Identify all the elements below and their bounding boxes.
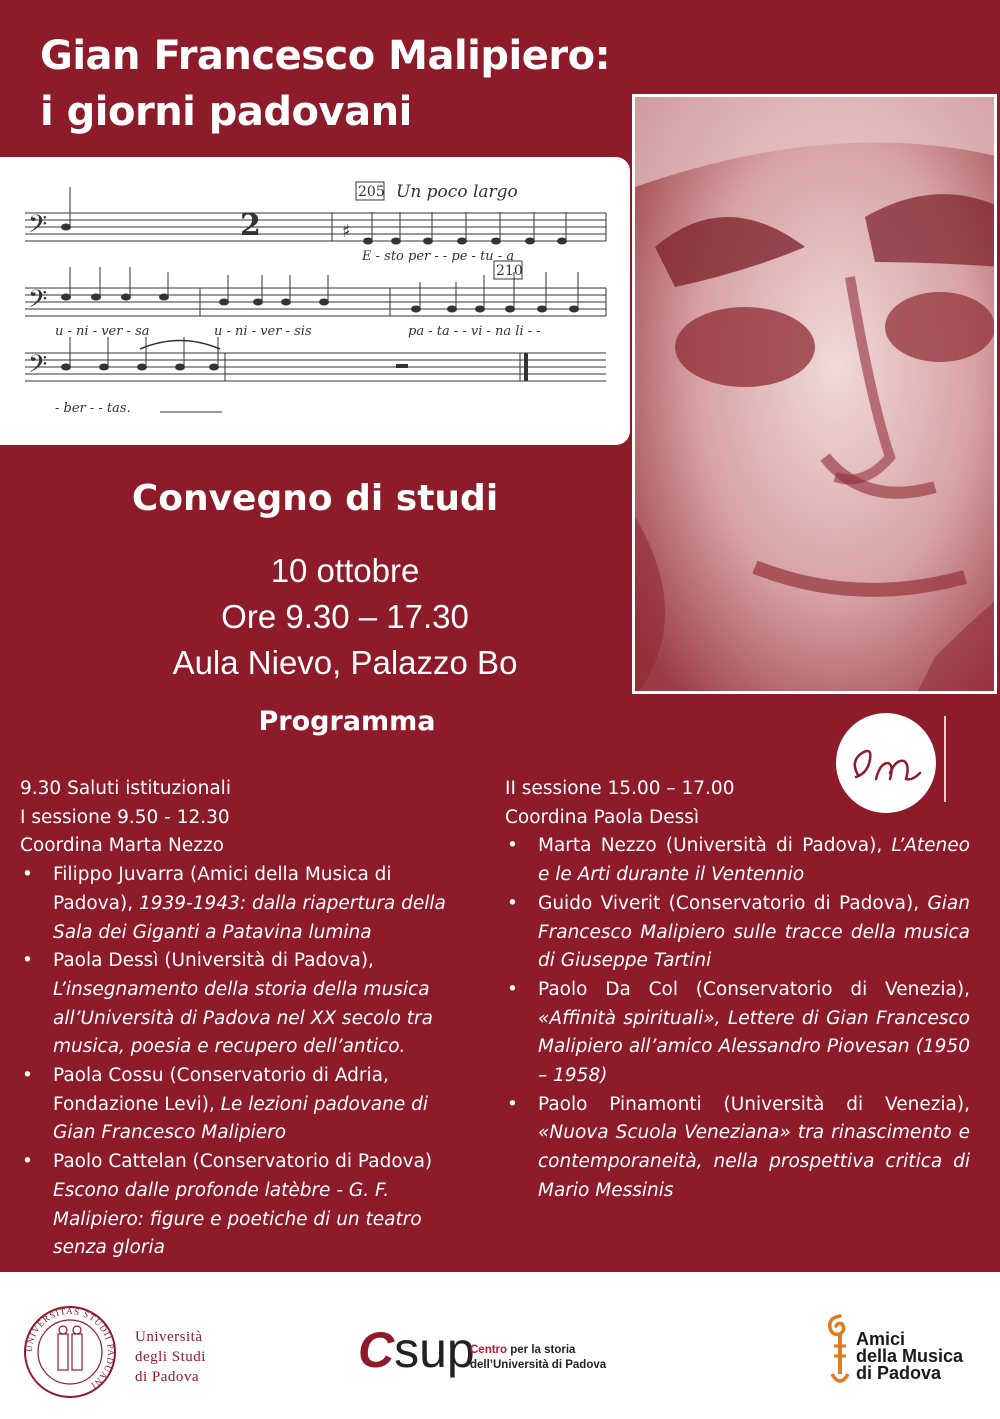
music-score-staves	[0, 157, 630, 445]
list-item	[20, 861, 470, 947]
university-seal-icon	[22, 1304, 118, 1400]
svg-text:♯: ♯	[342, 221, 351, 242]
unipd-line-2: degli Studi	[135, 1349, 206, 1365]
csup-logo-c: C	[358, 1322, 395, 1378]
talk-speaker: Paola Cossu (Conservatorio di Adria, Fondazione Levi),	[53, 1065, 389, 1115]
music-score	[0, 157, 630, 445]
talk-title: Gian Francesco Malipiero sulle tracce della musica di Giuseppe Tartini	[538, 892, 970, 972]
svg-text:2: 2	[240, 208, 261, 243]
unipd-logo-text	[135, 1327, 206, 1387]
svg-text:𝄢: 𝄢	[28, 285, 48, 320]
talk-speaker: Paola Dessì (Università di Padova),	[53, 950, 374, 972]
session-2-chair: Coordina Paola Dessì	[505, 806, 700, 828]
talk-speaker: Marta Nezzo (Università di Padova),	[538, 835, 892, 857]
talk-title: «Nuova Scuola Veneziana» tra rinascimento e contemporaneità, nella prospettiva critica di Mario Messinis	[538, 1122, 970, 1201]
amici-line-2: della Musica	[856, 1346, 964, 1366]
session-1-talks	[20, 861, 470, 1263]
page-title	[40, 28, 610, 140]
portrait-face	[635, 97, 997, 694]
talk-title: Le lezioni padovane di Gian Francesco Malipiero	[53, 1093, 429, 1144]
unipd-line-3: di Padova	[135, 1369, 200, 1385]
list-item	[20, 947, 470, 1062]
title-line-2: i giorni padovani	[40, 89, 412, 135]
csup-logo-subtitle	[470, 1343, 606, 1373]
score-lyrics-3: - ber - - tas.	[55, 401, 131, 416]
talk-speaker: Paolo Da Col (Conservatorio di Venezia),	[538, 978, 970, 1000]
talk-speaker: Guido Viverit (Conservatorio di Padova),	[538, 892, 928, 914]
talk-title: L’insegnamento della storia della musica all’Università di Padova nel XX secolo tra musica, poesia e recupero dell’antico.	[53, 978, 433, 1058]
csup-sub-red: Centro	[470, 1344, 508, 1356]
amici-line-3: di Padova	[856, 1363, 942, 1383]
score-marker-205: 205	[358, 184, 385, 200]
session-1-heading: I sessione 9.50 - 12.30	[20, 806, 230, 828]
list-item	[505, 1091, 970, 1206]
list-item	[20, 1148, 470, 1263]
list-item	[505, 832, 970, 889]
svg-text:𝄢: 𝄢	[28, 210, 48, 245]
talk-title: «Affinità spirituali», Lettere di Gian Francesco Malipiero all’amico Alessandro Piovesan (1950 – 1958)	[538, 1007, 970, 1087]
talk-speaker: Paolo Pinamonti (Università di Venezia),	[538, 1093, 970, 1115]
svg-text:𝄢: 𝄢	[28, 350, 48, 385]
csup-sub-rest: per la storia	[507, 1344, 576, 1356]
session-2-heading: II sessione 15.00 – 17.00	[505, 778, 735, 799]
session-1-chair: Coordina Marta Nezzo	[20, 835, 224, 857]
amici-logo-text	[856, 1331, 963, 1382]
score-marker-210: 210	[496, 263, 523, 279]
unipd-line-1: Università	[135, 1329, 203, 1345]
event-date: 10 ottobre	[270, 552, 420, 589]
session-2-column	[505, 775, 970, 1206]
score-lyrics-1: E - sto per - - pe - tu - a	[362, 249, 515, 264]
subtitle: Convegno di studi	[131, 478, 499, 519]
program-heading: Programma	[258, 706, 436, 737]
session-2-talks	[505, 832, 970, 1205]
list-item	[505, 976, 970, 1091]
talk-speaker: Paolo Cattelan (Conservatorio di Padova)	[53, 1151, 433, 1173]
list-item	[20, 1062, 470, 1148]
csup-logo	[358, 1322, 475, 1378]
csup-logo-rest: sup	[394, 1322, 475, 1378]
score-lyrics-2b: u - ni - ver - sis	[214, 324, 312, 339]
event-time: Ore 9.30 – 17.30	[221, 598, 469, 635]
event-venue: Aula Nievo, Palazzo Bo	[172, 644, 518, 681]
violin-scroll-icon	[822, 1312, 856, 1392]
seal-text: UNIVERSITAS STUDII PADUANI	[23, 1305, 117, 1392]
talk-title: 1939-1943: dalla riapertura della Sala dei Giganti a Patavina lumina	[53, 892, 446, 943]
talk-title: L’Ateneo e le Arti durante il Ventennio	[538, 835, 970, 886]
score-lyrics-2a: u - ni - ver - sa	[55, 324, 150, 339]
score-tempo: Un poco largo	[396, 182, 518, 202]
session-1-column	[20, 775, 470, 1263]
portrait-photo	[632, 94, 997, 694]
title-line-1: Gian Francesco Malipiero:	[40, 33, 611, 79]
amici-line-1: Amici	[856, 1329, 906, 1349]
csup-sub-line-2: dell’Università di Padova	[470, 1359, 607, 1371]
talk-speaker: Filippo Juvarra (Amici della Musica di Padova),	[53, 864, 392, 914]
score-lyrics-2c: pa - ta - - vi - na li - -	[408, 324, 541, 339]
session-1-opening: 9.30 Saluti istituzionali	[20, 778, 231, 799]
list-item	[505, 890, 970, 976]
talk-title: Escono dalle profonde latèbre - G. F. Malipiero: figure e poetiche di un teatro senza gloria	[53, 1179, 422, 1259]
